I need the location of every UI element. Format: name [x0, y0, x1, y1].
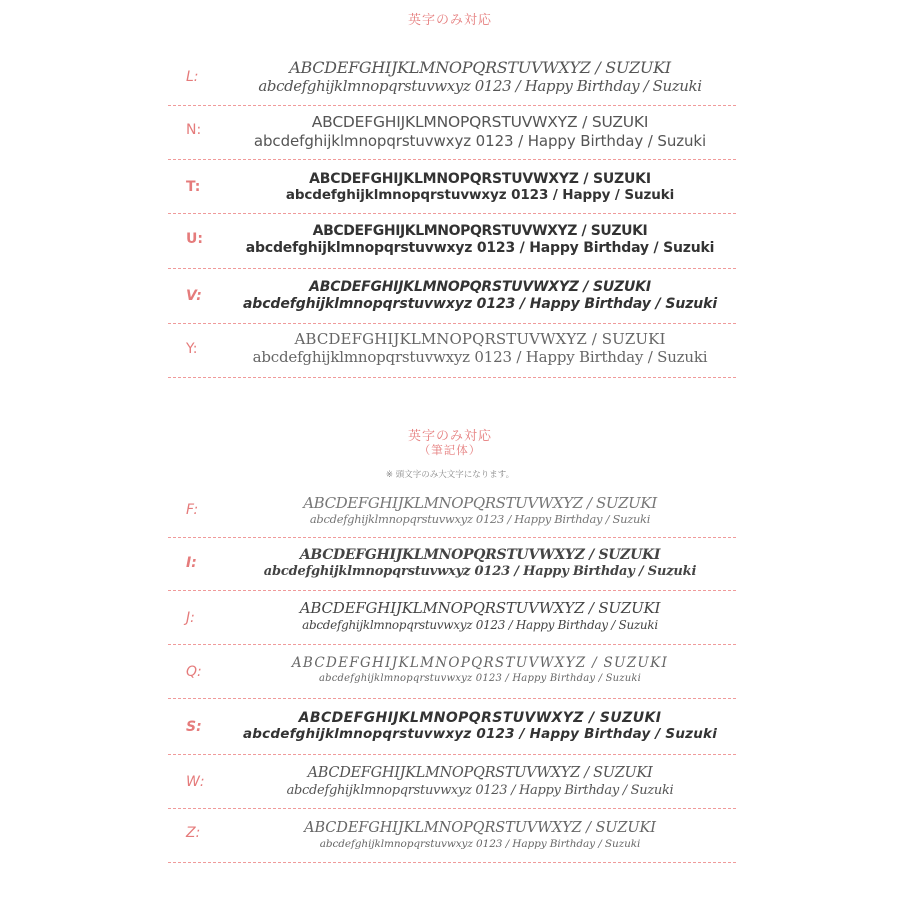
font-code: F: — [186, 502, 199, 518]
sample-uppercase: ABCDEFGHIJKLMNOPQRSTUVWXYZ / SUZUKI — [294, 330, 666, 348]
font-code: Z: — [186, 825, 201, 841]
sample-uppercase: ABCDEFGHIJKLMNOPQRSTUVWXYZ / SUZUKI — [309, 171, 651, 187]
font-code: J: — [186, 610, 195, 626]
font-sample — [224, 601, 736, 631]
font-row-N — [168, 107, 736, 160]
sample-lowercase: abcdefghijklmnopqrstuvwxyz 0123 / Happy Birthday / Suzuki — [318, 672, 642, 684]
font-sample — [224, 496, 736, 526]
font-sample — [224, 332, 736, 365]
font-row-Q — [168, 646, 736, 699]
sample-lowercase: abcdefghijklmnopqrstuvwxyz 0123 / Happy Birthday / Suzuki — [309, 512, 651, 526]
font-sample — [224, 172, 736, 203]
font-row-L — [168, 54, 736, 106]
font-sample — [224, 115, 736, 149]
font-code: Y: — [186, 341, 198, 357]
section2-title: 英字のみ対応 — [407, 429, 492, 444]
font-code: T: — [186, 179, 201, 195]
font-code: L: — [186, 69, 199, 85]
sample-lowercase: abcdefghijklmnopqrstuvwxyz 0123 / Happy Birthday / Suzuki — [252, 348, 708, 366]
sample-lowercase: abcdefghijklmnopqrstuvwxyz 0123 / Happy Birthday / Suzuki — [302, 618, 658, 632]
sample-uppercase: ABCDEFGHIJKLMNOPQRSTUVWXYZ / SUZUKI — [309, 279, 651, 295]
sample-uppercase: ABCDEFGHIJKLMNOPQRSTUVWXYZ / SUZUKI — [303, 494, 657, 512]
sample-uppercase: ABCDEFGHIJKLMNOPQRSTUVWXYZ / SUZUKI — [304, 820, 656, 836]
font-row-Y — [168, 325, 736, 378]
font-row-I — [168, 539, 736, 591]
sample-lowercase: abcdefghijklmnopqrstuvwxyz 0123 / Happy Birthday / Suzuki — [245, 240, 715, 256]
font-code: I: — [186, 555, 197, 571]
font-sample — [224, 60, 736, 94]
font-code: Q: — [186, 664, 202, 680]
section1-title: 英字のみ対応 — [407, 13, 492, 28]
font-row-T — [168, 161, 736, 214]
sample-lowercase: abcdefghijklmnopqrstuvwxyz 0123 / Happy / Suzuki — [285, 187, 675, 203]
font-row-V — [168, 270, 736, 324]
sample-uppercase: ABCDEFGHIJKLMNOPQRSTUVWXYZ / SUZUKI — [299, 599, 661, 617]
sample-uppercase: ABCDEFGHIJKLMNOPQRSTUVWXYZ / SUZUKI — [299, 547, 661, 563]
font-code: N: — [186, 122, 202, 138]
font-row-Z — [168, 810, 736, 863]
section2-subtitle: （筆記体） — [418, 443, 482, 457]
sample-lowercase: abcdefghijklmnopqrstuvwxyz 0123 / Happy Birthday / Suzuki — [319, 837, 641, 850]
font-code: W: — [186, 774, 205, 790]
font-code: S: — [186, 719, 202, 735]
sample-uppercase: ABCDEFGHIJKLMNOPQRSTUVWXYZ / SUZUKI — [289, 58, 671, 77]
font-sample — [224, 711, 736, 742]
font-sample — [224, 224, 736, 255]
sample-lowercase: abcdefghijklmnopqrstuvwxyz 0123 / Happy Birthday / Suzuki — [253, 131, 707, 150]
font-sample — [224, 280, 736, 311]
sample-uppercase: ABCDEFGHIJKLMNOPQRSTUVWXYZ / SUZUKI — [291, 655, 669, 671]
font-row-F — [168, 490, 736, 538]
font-row-S — [168, 700, 736, 755]
sample-uppercase: ABCDEFGHIJKLMNOPQRSTUVWXYZ / SUZUKI — [311, 113, 649, 131]
sample-lowercase: abcdefghijklmnopqrstuvwxyz 0123 / Happy Birthday / Suzuki — [242, 296, 718, 312]
sample-uppercase: ABCDEFGHIJKLMNOPQRSTUVWXYZ / SUZUKI — [298, 710, 662, 726]
font-row-J — [168, 592, 736, 645]
section2-note: ※ 頭文字のみ大文字になります。 — [385, 470, 515, 480]
font-row-W — [168, 756, 736, 809]
font-sample — [224, 766, 736, 797]
sample-lowercase: abcdefghijklmnopqrstuvwxyz 0123 / Happy Birthday / Suzuki — [263, 564, 697, 579]
font-code: V: — [186, 288, 202, 304]
font-code: U: — [186, 231, 203, 247]
font-sample — [224, 821, 736, 849]
sample-uppercase: ABCDEFGHIJKLMNOPQRSTUVWXYZ / SUZUKI — [312, 223, 648, 239]
font-sample — [224, 548, 736, 578]
sample-lowercase: abcdefghijklmnopqrstuvwxyz 0123 / Happy Birthday / Suzuki — [258, 77, 702, 95]
font-row-U — [168, 215, 736, 269]
font-sample — [224, 657, 736, 684]
sample-lowercase: abcdefghijklmnopqrstuvwxyz 0123 / Happy Birthday / Suzuki — [286, 782, 674, 798]
sample-lowercase: abcdefghijklmnopqrstuvwxyz 0123 / Happy Birthday / Suzuki — [242, 726, 718, 742]
sample-uppercase: ABCDEFGHIJKLMNOPQRSTUVWXYZ / SUZUKI — [307, 765, 653, 781]
